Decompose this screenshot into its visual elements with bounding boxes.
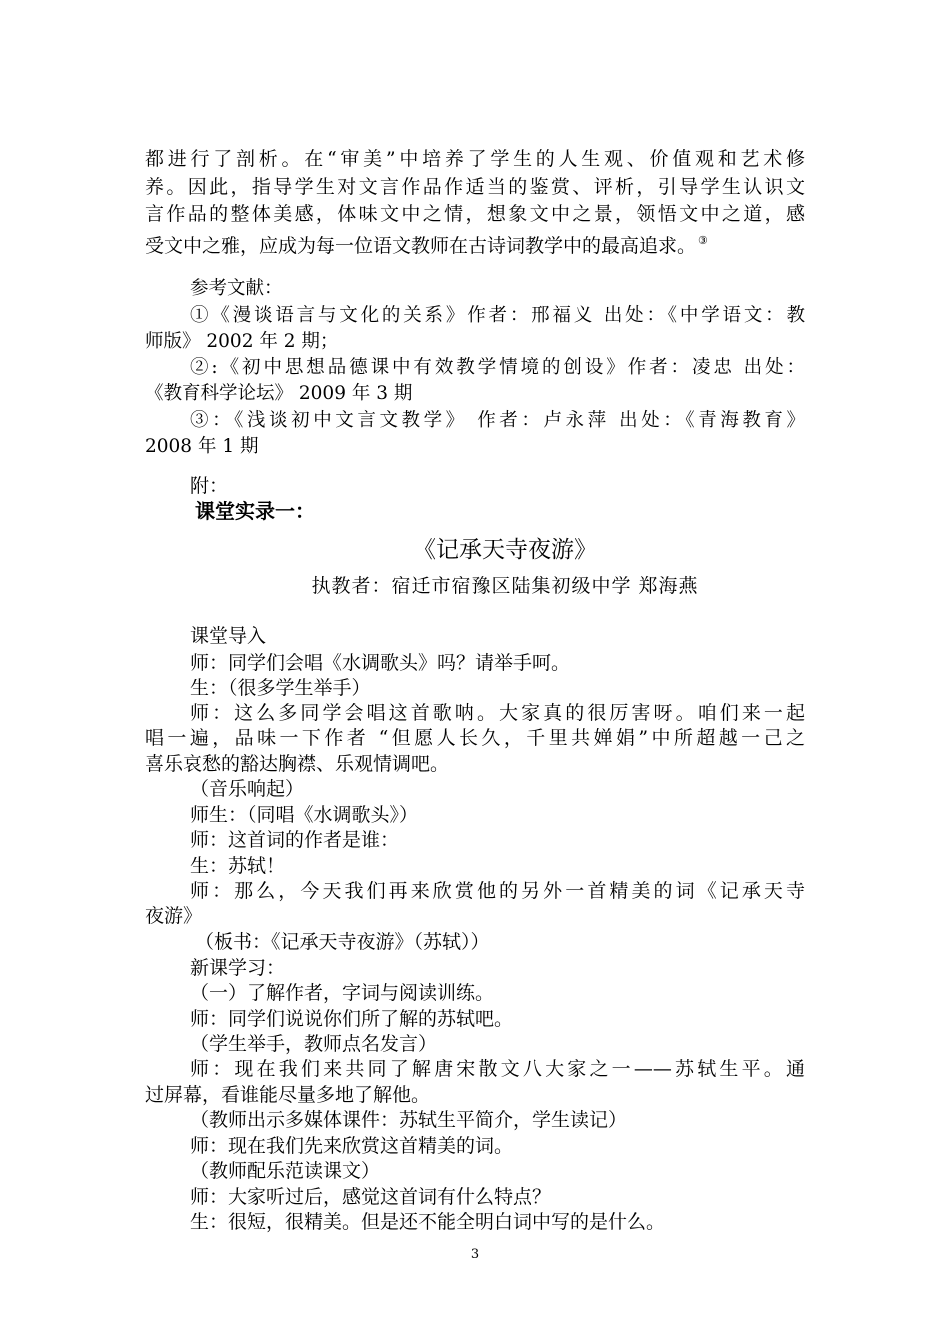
transcript-line: 课堂导入 bbox=[190, 625, 267, 647]
transcript-line: 师生：（同唱《水调歌头》） bbox=[190, 804, 419, 826]
transcript-line: 过屏幕，看谁能尽量多地了解他。 bbox=[145, 1084, 431, 1106]
reference-line: 2008 年 1 期 bbox=[145, 436, 259, 457]
transcript-line: 师：那么，今天我们再来欣赏他的另外一首精美的词《记承天寺 bbox=[190, 880, 805, 902]
page-number: 3 bbox=[470, 1247, 480, 1262]
transcript-line: 师：这么多同学会唱这首歌呐。大家真的很厉害呀。咱们来一起 bbox=[190, 702, 805, 724]
transcript-line: 师：现在我们先来欣赏这首精美的词。 bbox=[190, 1135, 514, 1157]
references-heading: 参考文献： bbox=[190, 278, 283, 299]
reference-line: 《教育科学论坛》 2009 年 3 期 bbox=[145, 383, 413, 404]
transcript-line: 师：同学们说说你们所了解的苏轼吧。 bbox=[190, 1008, 514, 1030]
intro-line: 言作品的整体美感，体味文中之情，想象文中之景，领悟文中之道，感 bbox=[145, 203, 805, 225]
transcript-line: （学生举手，教师点名发言） bbox=[190, 1033, 438, 1055]
intro-line: 养。因此，指导学生对文言作品作适当的鉴赏、评析，引导学生认识文 bbox=[145, 176, 805, 198]
transcript-line: 生：苏轼！ bbox=[190, 855, 286, 877]
transcript-line: 生：很短，很精美。但是还不能全明白词中写的是什么。 bbox=[190, 1211, 666, 1233]
transcript-line: 师：大家听过后，感觉这首词有什么特点？ bbox=[190, 1186, 552, 1208]
intro-line: 受文中之雅，应成为每一位语文教师在古诗词教学中的最高追求。 bbox=[145, 235, 697, 257]
intro-line: 都进行了剖析。在“审美”中培养了学生的人生观、价值观和艺术修 bbox=[145, 148, 805, 170]
lesson-author: 执教者：宿迁市宿豫区陆集初级中学 郑海燕 bbox=[311, 575, 699, 597]
transcript-line: 唱一遍，品味一下作者 “但愿人长久，千里共婵娟”中所超越一己之 bbox=[145, 727, 805, 749]
reference-line: ③：《浅谈初中文言文教学》 作者：卢永萍 出处：《青海教育》 bbox=[190, 410, 805, 431]
transcript-line: 夜游》 bbox=[145, 905, 203, 927]
reference-line: ①《漫谈语言与文化的关系》作者：邢福义 出处：《中学语文：教 bbox=[190, 305, 805, 326]
reference-line: ②:《初中思想品德课中有效教学情境的创设》作者：凌忠 出处： bbox=[190, 357, 805, 378]
transcript-line: （教师出示多媒体课件：苏轼生平简介，学生读记） bbox=[190, 1109, 628, 1131]
transcript-line: （一）了解作者，字词与阅读训练。 bbox=[190, 982, 495, 1004]
lesson-title: 《记承天寺夜游》 bbox=[413, 537, 597, 563]
transcript-line: （教师配乐范读课文） bbox=[190, 1160, 381, 1182]
record-heading: 课堂实录一： bbox=[195, 499, 315, 523]
transcript-line: 喜乐哀愁的豁达胸襟、乐观情调吧。 bbox=[145, 753, 450, 775]
transcript-line: （板书：《记承天寺夜游》（苏轼）） bbox=[195, 931, 490, 953]
transcript-line: 生：（很多学生举手） bbox=[190, 677, 371, 699]
reference-line: 师版》 2002 年 2 期； bbox=[145, 331, 339, 352]
transcript-line: 师：现在我们来共同了解唐宋散文八大家之一——苏轼生平。通 bbox=[190, 1058, 805, 1080]
transcript-line: 师：同学们会唱《水调歌头》吗？请举手呵。 bbox=[190, 652, 571, 674]
footnote-mark: ③ bbox=[698, 234, 708, 247]
transcript-line: 师：这首词的作者是谁： bbox=[190, 829, 400, 851]
appendix-label: 附： bbox=[190, 475, 229, 497]
transcript-line: （音乐响起） bbox=[190, 778, 305, 800]
intro-line-last bbox=[145, 228, 950, 259]
transcript-line: 新课学习： bbox=[190, 957, 286, 979]
